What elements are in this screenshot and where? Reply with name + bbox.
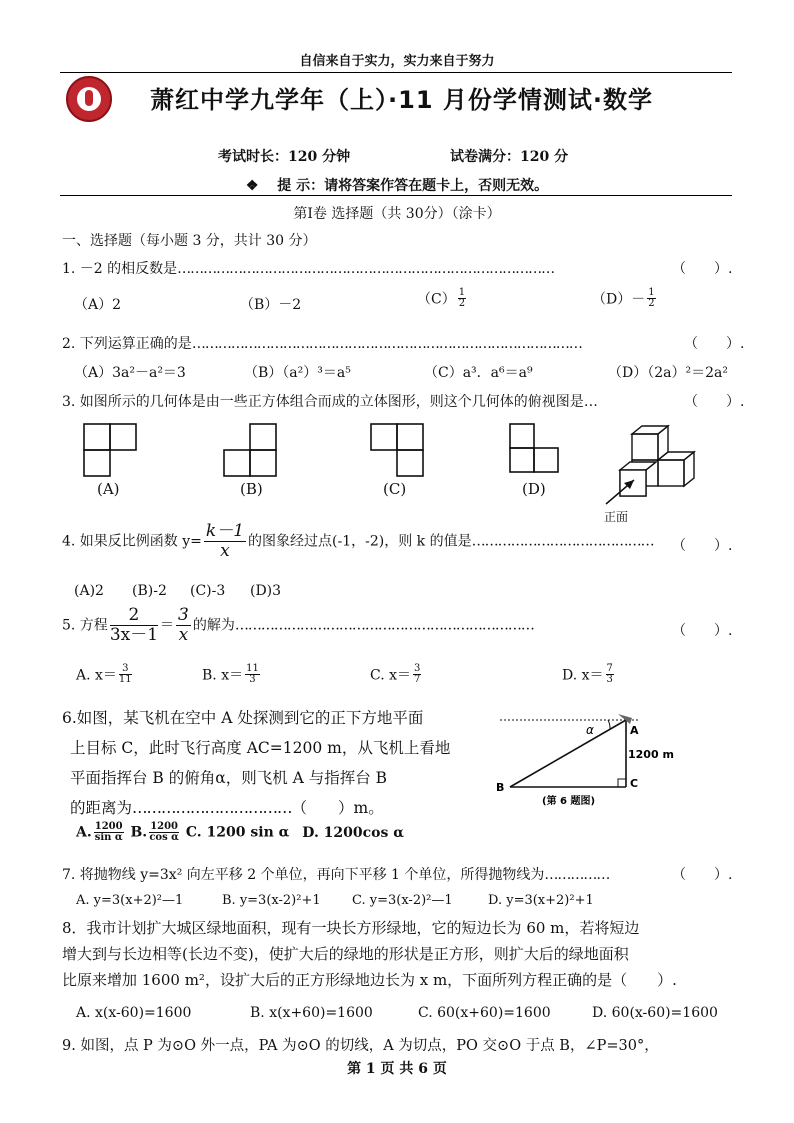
svg-text:(第 6 题图): (第 6 题图)	[542, 796, 596, 807]
q4-option-c: (C)-3	[190, 583, 226, 599]
q2-option-b: （B）（a²）³＝a⁵	[244, 365, 351, 381]
q8-option-b: B. x(x+60)=1600	[250, 1005, 373, 1021]
tip-label: 提 示：	[277, 178, 325, 194]
q7-option-a: A. y=3(x+2)²—1	[76, 893, 184, 908]
q3-option-a-view	[84, 424, 136, 476]
q1-bracket: （ ）.	[672, 261, 733, 277]
full-score: 试卷满分：120 分	[450, 149, 569, 165]
q8-option-a: A. x(x-60)=1600	[76, 1005, 192, 1021]
q2-option-a: （A）3a²－a²＝3	[74, 365, 186, 381]
q7-option-c: C. y=3(x-2)²—1	[352, 893, 453, 908]
svg-text:α: α	[586, 723, 594, 737]
q3-option-c-view	[371, 424, 423, 476]
q3-label-d: (D)	[522, 480, 546, 498]
q8-text: 8．我市计划扩大城区绿地面积，现有一块长方形绿地，它的短边长为 60 m，若将短边 增大到与长边相等(长边不变)，使扩大后的绿地的形状是正方形，则扩大后的绿地面积 比原来增加 1600 m²，设扩大后的正方形绿地边长为 x m，下面所列方程正确的是（ ）.	[62, 919, 677, 989]
q1-option-d: （D）－ $\frac{1}{2}$	[592, 287, 655, 309]
q7-option-b: B. y=3(x-2)²+1	[222, 893, 321, 908]
q5-bracket: （ ）.	[672, 623, 733, 639]
tip-symbol-icon: ❖	[245, 178, 259, 194]
q5-stem: 5. 方程 $\frac{2}{3x-1}$ ＝ $\frac{3}{x}$ 的解为……………………………………………………………	[62, 605, 534, 645]
q5-option-b: B. x＝ $\frac{11}{3}$	[202, 663, 259, 685]
page-title: 萧红中学九学年（上）·11 月份学情测试·数学	[150, 86, 653, 114]
q6-options: A. $\frac{1200}{\text{sin α}}$ B. $\frac{1200}{\text{cos α}}$ C. 1200 sin α D. 1200cos α	[76, 821, 405, 843]
q3-front-label: 正面	[604, 510, 629, 524]
q8-option-c: C. 60(x+60)=1600	[418, 1005, 551, 1021]
page-footer: 第 1 页 共 6 页	[347, 1061, 447, 1077]
q2-stem: 2. 下列运算正确的是………………………………………………………………………………	[62, 336, 582, 352]
tip	[0, 175, 794, 195]
q4-stem: 4. 如果反比例函数 y= $\frac{k-1}{x}$ 的图象经过点(-1，-2)，则 k 的值是……………………………………	[62, 521, 654, 561]
q3-figures	[60, 418, 740, 526]
section-title: 一、选择题（每小题 3 分，共计 30 分）	[62, 233, 317, 249]
q5-option-d: D. x＝ $\frac{7}{3}$	[562, 663, 613, 685]
q7-stem: 7. 将抛物线 y=3x² 向左平移 2 个单位，再向下平移 1 个单位，所得抛物线为……………	[62, 867, 610, 883]
tip-text: 请将答案作答在题卡上，否则无效。	[324, 178, 549, 194]
exam-time: 考试时长：120 分钟	[218, 149, 351, 165]
q3-label-a: (A)	[97, 480, 120, 498]
q5-option-c: C. x＝ $\frac{3}{7}$	[370, 663, 421, 685]
q1-option-a: （A）2	[74, 297, 122, 313]
q4-option-b: (B)-2	[132, 583, 167, 599]
school-logo	[66, 76, 112, 122]
svg-text:A: A	[630, 724, 639, 737]
header-rule-2	[60, 195, 732, 196]
svg-text:1200 m: 1200 m	[628, 748, 674, 761]
part-title: 第Ⅰ卷 选择题（共 30分）（涂卡）	[293, 206, 501, 222]
q1-option-b: （B）－2	[240, 297, 302, 313]
q3-stem: 3. 如图所示的几何体是由一些正方体组合而成的立体图形，则这个几何体的俯视图是…	[62, 394, 597, 410]
svg-text:C: C	[630, 777, 639, 790]
q8-option-d: D. 60(x-60)=1600	[592, 1005, 718, 1021]
q5-option-a: A. x＝ $\frac{3}{11}$	[76, 663, 132, 685]
q2-bracket: （ ）.	[684, 336, 745, 352]
q4-option-a: (A)2	[74, 583, 104, 599]
q2-option-c: （C）a³．a⁶＝a⁹	[424, 365, 533, 381]
q7-bracket: （ ）.	[672, 867, 733, 883]
q1-option-c: （C） $\frac{1}{2}$	[417, 287, 466, 309]
q4-option-d: (D)3	[250, 583, 282, 599]
motto: 自信来自于实力，实力来自于努力	[299, 54, 495, 69]
q2-option-d: （D）（2a）²＝2a²	[608, 365, 728, 381]
svg-text:B: B	[496, 781, 505, 794]
q6-text: 6.如图，某飞机在空中 A 处探测到它的正下方地平面 上目标 C，此时飞行高度 AC=1200 m，从飞机上看地 平面指挥台 B 的俯角α，则飞机 A 与指挥台 B 的距离为……………………………（ ）m。	[62, 709, 451, 817]
q3-label-b: (B)	[240, 480, 263, 498]
q3-label-c: (C)	[383, 480, 407, 498]
q6-figure	[490, 708, 730, 808]
q3-option-d-view	[510, 424, 558, 472]
q7-option-d: D. y=3(x+2)²+1	[488, 893, 594, 908]
q9-stem: 9. 如图，点 P 为⊙O 外一点，PA 为⊙O 的切线，A 为切点，PO 交⊙O 于点 B，∠P=30°，	[62, 1038, 659, 1054]
q4-bracket: （ ）.	[672, 538, 733, 554]
q1-stem: 1. －2 的相反数是……………………………………………………………………………	[62, 261, 555, 277]
q3-option-b-view	[224, 424, 276, 476]
q3-bracket: （ ）.	[684, 394, 745, 410]
header-rule	[60, 72, 732, 73]
